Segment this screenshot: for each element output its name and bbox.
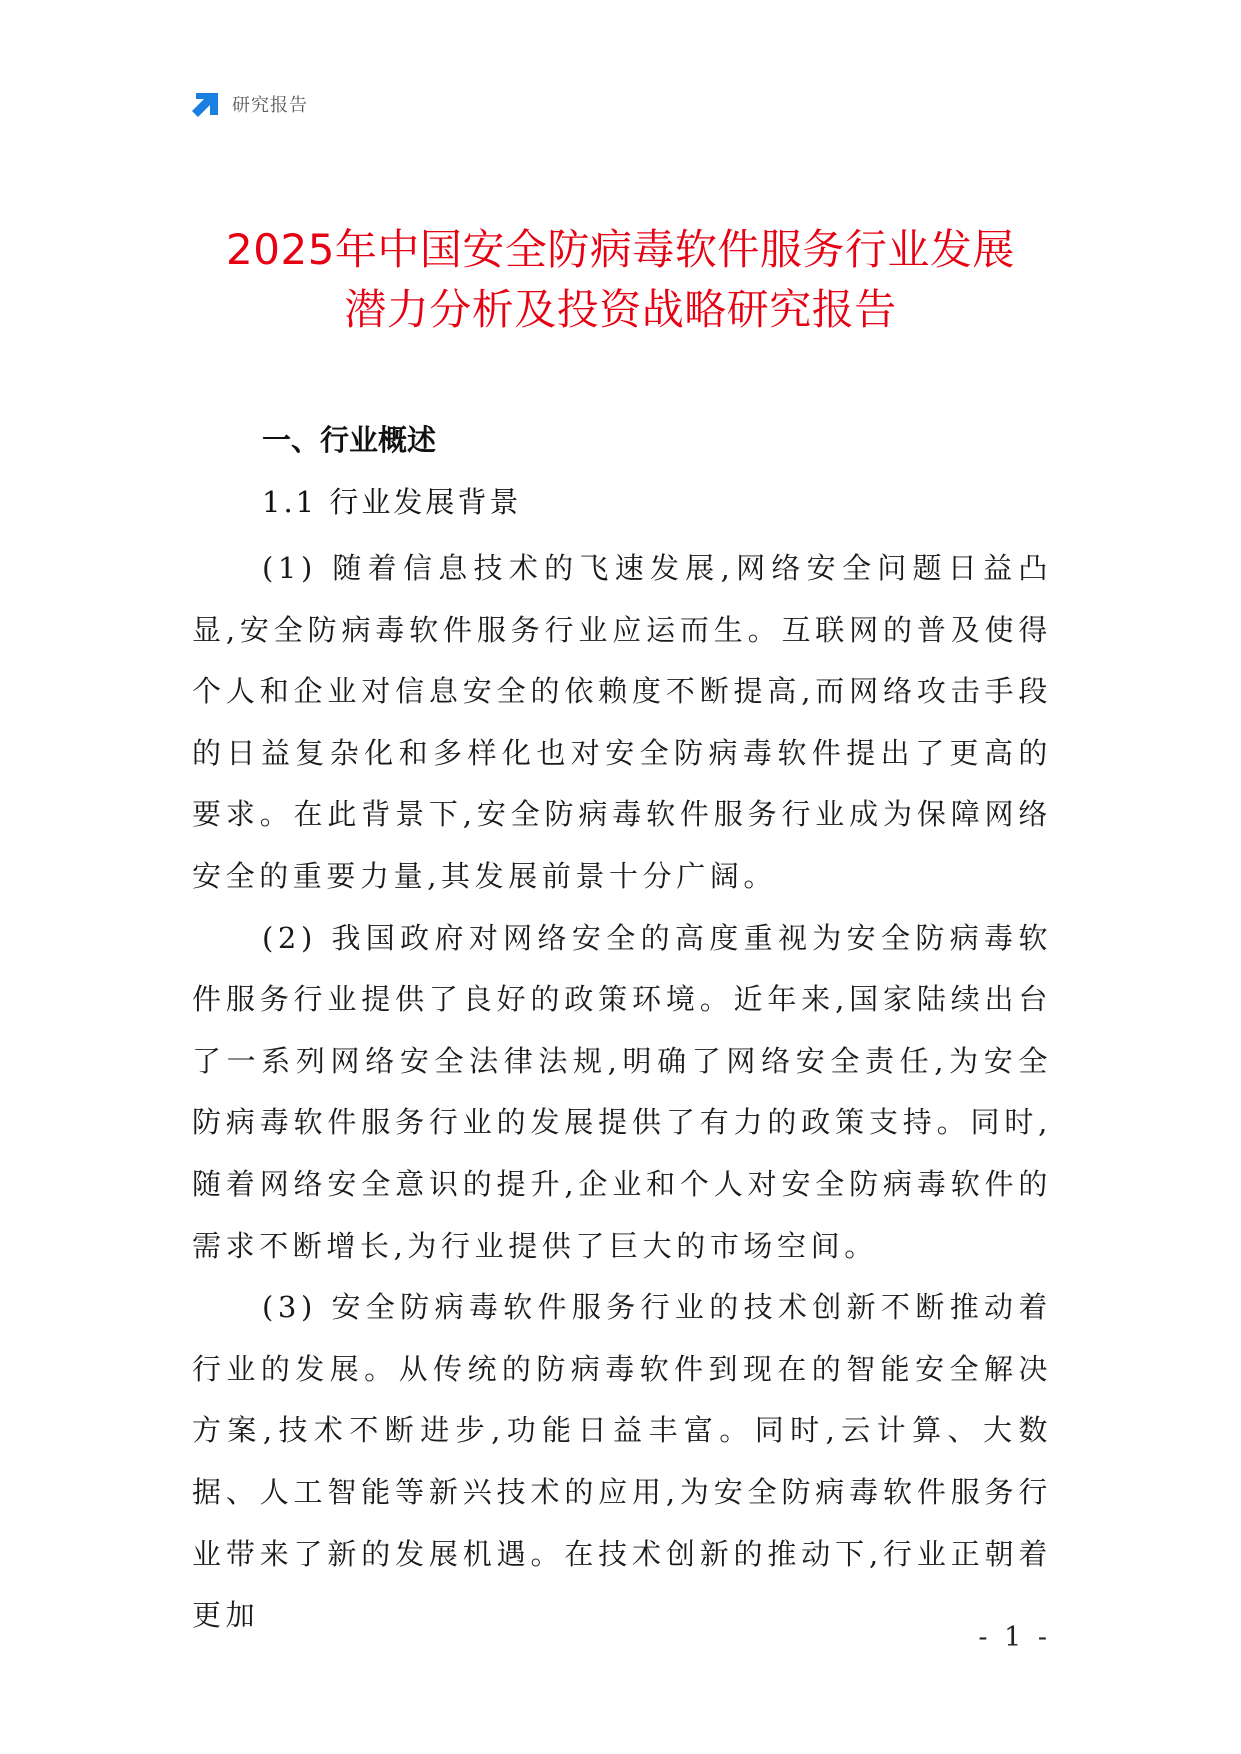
title-line-2: 潜力分析及投资战略研究报告 [344, 285, 897, 334]
arrow-up-right-icon [190, 89, 220, 119]
paragraph-1: (1) 随着信息技术的飞速发展,网络安全问题日益凸显,安全防病毒软件服务行业应运而生。互联网的普及使得个人和企业对信息安全的依赖度不断提高,而网络攻击手段的日益复杂化和多样化也对安全防病毒软件提出了更高的要求。在此背景下,安全防病毒软件服务行业成为保障网络安全的重要力量,其发展前景十分广阔。 [192, 551, 1052, 893]
report-title [120, 220, 1121, 340]
section-heading: 一、行业概述 [262, 423, 437, 457]
body-text [192, 538, 1052, 1647]
paragraph-2: (2) 我国政府对网络安全的高度重视为安全防病毒软件服务行业提供了良好的政策环境。近年来,国家陆续出台了一系列网络安全法律法规,明确了网络安全责任,为安全防病毒软件服务行业的发展提供了有力的政策支持。同时,随着网络安全意识的提升,企业和个人对安全防病毒软件的需求不断增长,为行业提供了巨大的市场空间。 [192, 920, 1052, 1263]
paragraph-3: (3) 安全防病毒软件服务行业的技术创新不断推动着行业的发展。从传统的防病毒软件到现在的智能安全解决方案,技术不断进步,功能日益丰富。同时,云计算、大数据、人工智能等新兴技术的应用,为安全防病毒软件服务行业带来了新的发展机遇。在技术创新的推动下,行业正朝着更加 [192, 1290, 1052, 1633]
page-number: - 1 - [978, 1622, 1051, 1653]
title-line-1: 2025年中国安全防病毒软件服务行业发展 [226, 225, 1015, 274]
report-header [190, 88, 308, 120]
header-label: 研究报告 [232, 95, 308, 116]
subsection-heading: 1.1 行业发展背景 [262, 485, 522, 519]
